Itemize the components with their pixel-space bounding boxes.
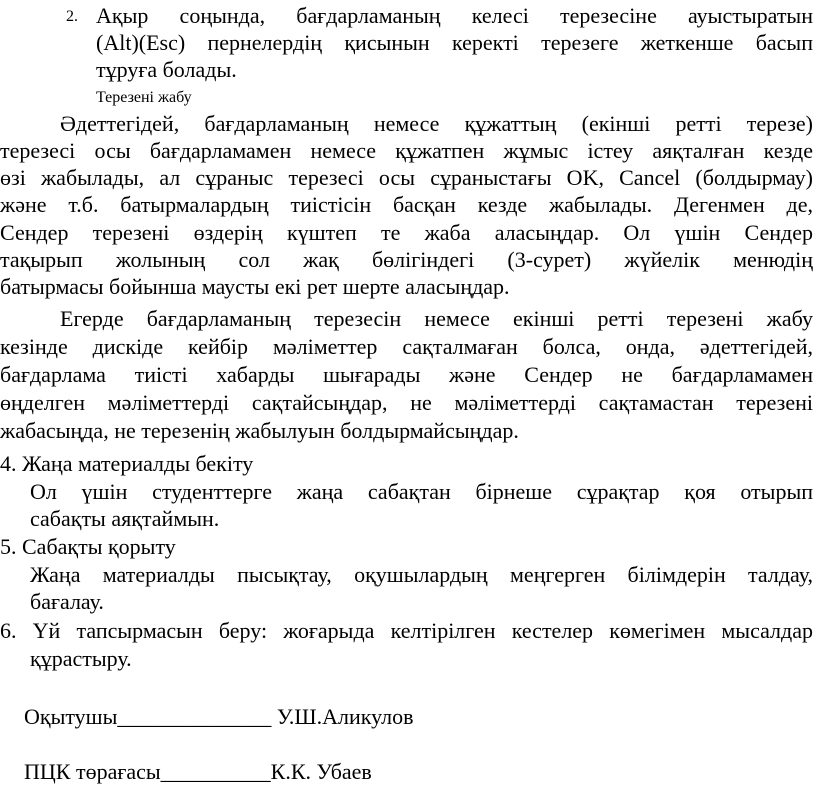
signature-teacher: Оқытушы______________ У.Ш.Аликулов — [24, 704, 414, 729]
signature-chair: ПЦК төрағасы__________К.К. Убаев — [24, 759, 372, 784]
section-5-line-2: бағалау. — [30, 589, 104, 614]
para2-line-2: кезінде дискіде кейбір мәліметтер сақталмаған болса, онда, әдеттегідей, — [0, 334, 813, 359]
section-5-line-1: Жаңа материалды пысықтау, оқушылардың меңгерген білімдерін талдау, — [30, 562, 813, 587]
section-4-line-1: Ол үшін студенттерге жаңа сабақтан бірнеше сұрақтар қоя отырып — [30, 479, 813, 504]
section-4-heading: 4. Жаңа материалды бекіту — [0, 451, 254, 476]
section-5-heading: 5. Сабақты қорыту — [0, 534, 176, 559]
para2-line-1: Егерде бағдарламаның терезесін немесе екінші ретті терезені жабу — [60, 306, 813, 331]
section-6-line-2: құрастыру. — [30, 646, 132, 671]
para1-line-7: батырмасы бойынша маусты екі рет шерте аласыңдар. — [0, 274, 510, 299]
para1-line-6: тақырып жолының сол жақ бөлігіндегі (3-сурет) жүйелік менюдің — [0, 247, 813, 272]
para1-line-1: Әдеттегідей, бағдарламаның немесе құжаттың (екінші ретті терезе) — [60, 111, 813, 136]
item-2-number: 2. — [66, 8, 78, 25]
para1-line-4: және т.б. батырмалардың тиістісін басқан кезде жабылады. Дегенмен де, — [0, 192, 813, 217]
subheading-close-window: Терезені жабу — [96, 89, 192, 106]
para2-line-5: жабасыңда, не терезенің жабылуын болдырмайсыңдар. — [0, 418, 519, 443]
para2-line-3: бағдарлама тиісті хабарды шығарады және Сендер не бағдарламамен — [0, 362, 813, 387]
section-4-line-2: сабақты аяқтаймын. — [30, 506, 220, 531]
para1-line-5: Сендер терезені өздерің күштеп те жаба аласыңдар. Ол үшін Сендер — [0, 220, 813, 245]
para1-line-2: терезесі осы бағдарламамен немесе құжатпен жұмыс істеу аяқталған кезде — [0, 138, 813, 163]
item-2-line-2: (Alt)(Esc) пернелердің қисынын керекті терезеге жеткенше басып — [96, 30, 813, 55]
section-6-line-1: 6. Үй тапсырмасын беру: жоғарыда келтірілген кестелер көмегімен мысалдар — [0, 618, 813, 643]
para1-line-3: өзі жабылады, ал сұраныс терезесі осы сұраныстағы OK, Cancel (болдырмау) — [0, 165, 813, 190]
item-2-line-3: тұруға болады. — [96, 57, 237, 82]
item-2-line-1: Ақыр соңында, бағдарламаның келесі терезесіне ауыстыратын — [96, 3, 813, 28]
para2-line-4: өңделген мәліметтерді сақтайсыңдар, не мәліметтерді сақтамастан терезені — [0, 390, 813, 415]
